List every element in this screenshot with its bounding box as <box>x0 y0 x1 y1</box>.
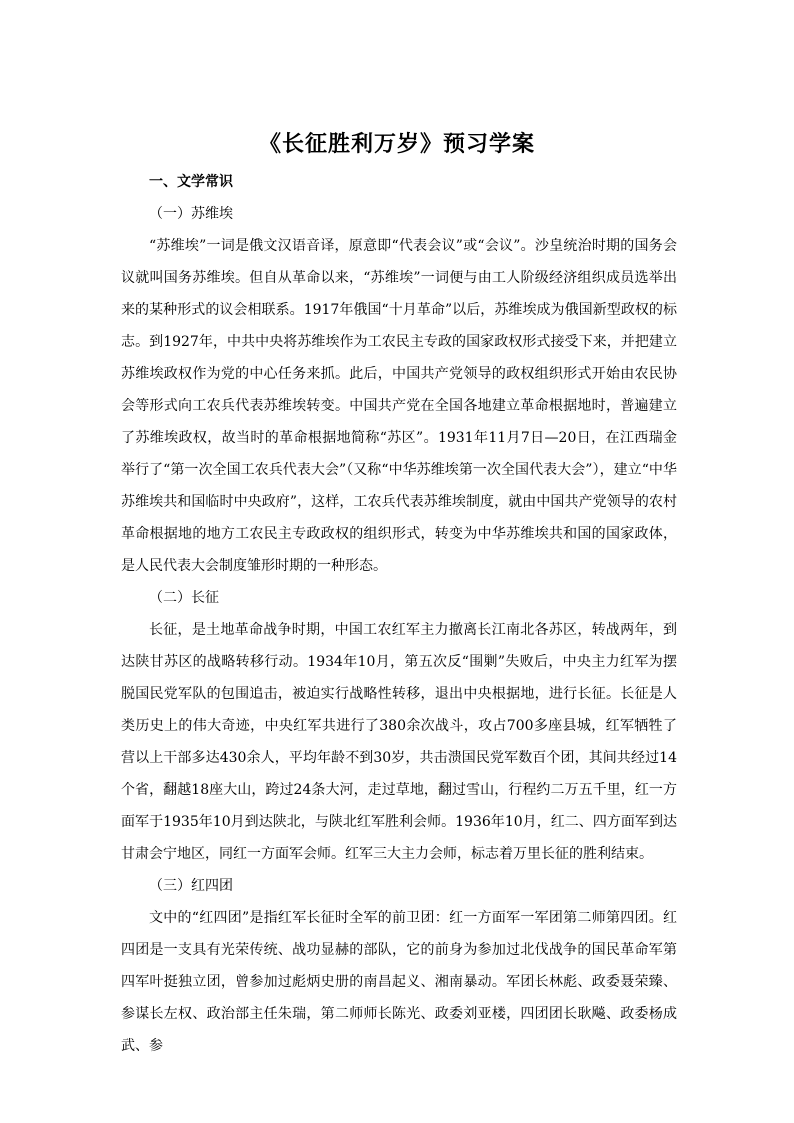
paragraph-soviet: “苏维埃”一词是俄文汉语音译，原意即“代表会议”或“会议”。沙皇统治时期的国务会议就叫国务苏维埃。但自从革命以来，“苏维埃”一词便与由工人阶级经济组织成员选举出来的某种形式的议会相联系。1917年俄国“十月革命”以后，苏维埃成为俄国新型政权的标志。到1927年，中共中央将苏维埃作为工农民主专政的国家政权形式接受下来，并把建立苏维埃政权作为党的中心任务来抓。此后，中国共产党领导的政权组织形式开始由农民协会等形式向工农兵代表苏维埃转变。中国共产党在全国各地建立革命根据地时，普遍建立了苏维埃政权，故当时的革命根据地简称“苏区”。1931年11月7日—20日，在江西瑞金举行了“第一次全国工农兵代表大会”（又称“中华苏维埃第一次全国代表大会”），建立“中华苏维埃共和国临时中央政府”，这样，工农兵代表苏维埃制度，就由中国共产党领导的农村革命根据地的地方工农民主专政政权的组织形式，转变为中华苏维埃共和国的国家政体，是人民代表大会制度雏形时期的一种形态。 <box>121 238 677 574</box>
subsection-heading-red-fourth-regiment: （三）红四团 <box>149 878 233 894</box>
section-heading: 一、文学常识 <box>149 174 233 190</box>
document-body <box>121 166 677 1062</box>
paragraph-long-march: 长征，是土地革命战争时期，中国工农红军主力撤离长江南北各苏区，转战两年，到达陕甘苏区的战略转移行动。1934年10月，第五次反“围剿”失败后，中央主力红军为摆脱国民党军队的包围追击，被迫实行战略性转移，退出中央根据地，进行长征。长征是人类历史上的伟大奇迹，中央红军共进行了380余次战斗，攻占700多座县城，红军牺牲了营以上干部多达430余人，平均年龄不到30岁，共击溃国民党军数百个团，其间共经过14个省，翻越18座大山，跨过24条大河，走过草地，翻过雪山，行程约二万五千里，红一方面军于1935年10月到达陕北，与陕北红军胜利会师。1936年10月，红二、四方面军到达甘肃会宁地区，同红一方面军会师。红军三大主力会师，标志着万里长征的胜利结束。 <box>121 622 677 862</box>
subsection-heading-soviet: （一）苏维埃 <box>149 206 233 222</box>
document-title: 《长征胜利万岁》预习学案 <box>258 131 535 157</box>
subsection-heading-long-march: （二）长征 <box>149 590 219 606</box>
paragraph-red-fourth-regiment: 文中的“红四团”是指红军长征时全军的前卫团：红一方面军一军团第二师第四团。红四团是一支具有光荣传统、战功显赫的部队，它的前身为参加过北伐战争的国民革命军第四军叶挺独立团，曾参加过彪炳史册的南昌起义、湘南暴动。军团长林彪、政委聂荣臻、参谋长左权、政治部主任朱瑞，第二师师长陈光、政委刘亚楼，四团团长耿飚、政委杨成武、参 <box>121 910 677 1054</box>
